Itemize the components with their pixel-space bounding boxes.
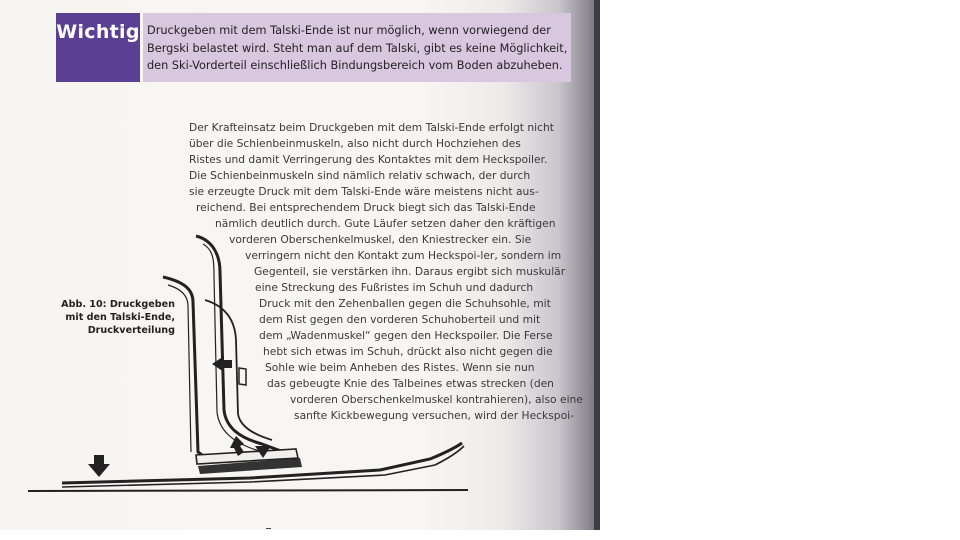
text-line: sanfte Kickbewegung versuchen, wird der Heckspoi- bbox=[294, 409, 574, 422]
text-line: über die Schienbeinmuskeln, also nicht durch Hochziehen des bbox=[189, 137, 521, 150]
text-line: Sohle wie beim Anheben des Ristes. Wenn sie nun bbox=[265, 361, 535, 374]
page-gutter bbox=[594, 0, 600, 530]
text-line: eine Streckung des Fußristes im Schuh und dadurch bbox=[255, 281, 534, 294]
wichtig-line: Druckgeben mit dem Talski-Ende ist nur möglich, wenn vorwiegend der bbox=[147, 24, 551, 37]
text-line: verringern nicht den Kontakt zum Heckspoi-ler, sondern im bbox=[245, 249, 562, 262]
text-line: reichend. Bei entsprechendem Druck biegt sich das Talski-Ende bbox=[196, 201, 536, 214]
text-line: nämlich deutlich durch. Gute Läufer setzen daher den kräftigen bbox=[215, 217, 556, 230]
wichtig-line: Bergski belastet wird. Steht man auf dem Talski, gibt es keine Möglichkeit, bbox=[147, 41, 568, 55]
text-line: Der Krafteinsatz beim Druckgeben mit dem Talski-Ende erfolgt nicht bbox=[189, 121, 554, 134]
caption-line: Abb. 10: Druckgeben bbox=[61, 299, 175, 310]
wichtig-label: Wichtig bbox=[56, 13, 140, 82]
figure-caption bbox=[60, 298, 175, 337]
text-line: das gebeugte Knie des Talbeines etwas strecken (den bbox=[267, 377, 554, 390]
text-line: dem Rist gegen den vorderen Schuhoberteil und mit bbox=[259, 313, 541, 326]
scan-mark bbox=[266, 528, 271, 529]
text-line: vorderen Oberschenkelmuskel kontrahieren), also eine bbox=[290, 393, 583, 406]
text-line: Gegenteil, sie verstärken ihn. Daraus ergibt sich muskulär bbox=[254, 265, 566, 278]
text-line: dem „Wadenmuskel“ gegen den Heckspoiler. Die Ferse bbox=[259, 329, 553, 342]
caption-line: mit den Talski-Ende, bbox=[65, 312, 175, 323]
text-line: sie erzeugte Druck mit dem Talski-Ende wäre meistens nicht aus- bbox=[189, 185, 539, 198]
text-line: hebt sich etwas im Schuh, drückt also nicht gegen die bbox=[263, 345, 553, 358]
text-line: Die Schienbeinmuskeln sind nämlich relativ schwach, der durch bbox=[189, 169, 531, 182]
text-line: vorderen Oberschenkelmuskel, den Kniestrecker ein. Sie bbox=[229, 233, 532, 246]
wichtig-line: den Ski-Vorderteil einschließlich Bindungsbereich vom Boden abzuheben. bbox=[147, 59, 563, 72]
caption-line: Druckverteilung bbox=[87, 325, 175, 336]
text-line: Ristes und damit Verringerung des Kontaktes mit dem Heckspoiler. bbox=[189, 153, 548, 166]
text-line: Druck mit den Zehenballen gegen die Schuhsohle, mit bbox=[259, 297, 551, 310]
